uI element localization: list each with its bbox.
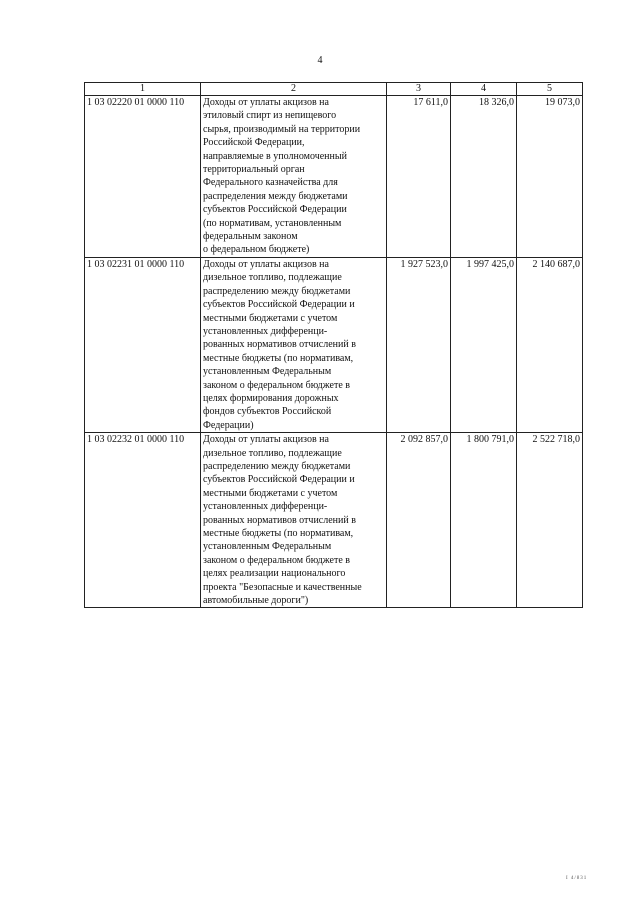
description-line: субъектов Российской Федерации и [203, 474, 355, 486]
description-line: рованных нормативов отчислений в [203, 339, 356, 351]
footer-mark: I 4/831 [566, 876, 588, 881]
column-header-5: 5 [517, 83, 583, 96]
budget-code-cell: 1 03 02231 01 0000 110 [85, 257, 201, 432]
description-line: целях реализации национального [203, 568, 346, 580]
description-line: местными бюджетами с учетом [203, 312, 338, 324]
description-line: о федеральном бюджете) [203, 244, 310, 256]
amount-cell-year-1: 1 927 523,0 [387, 257, 451, 432]
description-line: дизельное топливо, подлежащие [203, 447, 342, 459]
table-row [85, 433, 583, 608]
column-header-2: 2 [201, 83, 387, 96]
description-line: субъектов Российской Федерации [203, 204, 347, 216]
description-line: этиловый спирт из непищевого [203, 110, 337, 122]
description-line: сырья, производимый на территории [203, 123, 361, 135]
amount-cell-year-1: 2 092 857,0 [387, 433, 451, 608]
description-line: направляемые в уполномоченный [203, 150, 347, 162]
page-number: 4 [317, 55, 323, 66]
amount-cell-year-3: 19 073,0 [517, 96, 583, 258]
column-header-1: 1 [85, 83, 201, 96]
amount-cell-year-2: 1 997 425,0 [451, 257, 517, 432]
description-line: автомобильные дороги") [203, 595, 309, 607]
description-line: федеральным законом [203, 231, 298, 243]
description-line: субъектов Российской Федерации и [203, 299, 355, 311]
description-line: законом о федеральном бюджете в [203, 554, 350, 566]
description-line: Российской Федерации, [203, 137, 305, 149]
description-cell [201, 96, 387, 258]
description-line: фондов субъектов Российской [203, 406, 332, 418]
description-line: местные бюджеты (по нормативам, [203, 352, 354, 364]
description-line: рованных нормативов отчислений в [203, 514, 356, 526]
description-line: распределению между бюджетами [203, 285, 351, 297]
description-line: дизельное топливо, подлежащие [203, 272, 342, 284]
table-header-row [85, 83, 583, 96]
description-line: территориальный орган [203, 164, 305, 176]
description-line: местные бюджеты (по нормативам, [203, 528, 354, 539]
description-line: законом о федеральном бюджете в [203, 379, 350, 391]
description-line: установленным Федеральным [203, 541, 332, 553]
description-line: местными бюджетами с учетом [203, 487, 338, 499]
amount-cell-year-3: 2 140 687,0 [517, 257, 583, 432]
amount-cell-year-2: 1 800 791,0 [451, 433, 517, 608]
table-row [85, 96, 583, 258]
description-line: установленным Федеральным [203, 366, 332, 378]
budget-revenue-table [84, 82, 583, 608]
description-line: распределению между бюджетами [203, 460, 351, 472]
description-line: Доходы от уплаты акцизов на [203, 97, 329, 108]
amount-cell-year-1: 17 611,0 [387, 96, 451, 258]
description-line: целях формирования дорожных [203, 392, 339, 404]
description-line: проекта "Безопасные и качественные [203, 581, 362, 593]
description-line: Федерации) [203, 419, 254, 431]
description-cell [201, 433, 387, 608]
description-line: установленных дифференци- [203, 325, 328, 337]
column-header-3: 3 [387, 83, 451, 96]
amount-cell-year-3: 2 522 718,0 [517, 433, 583, 608]
description-line: Доходы от уплаты акцизов на [203, 434, 329, 446]
description-cell [201, 257, 387, 432]
description-line: Федерального казначейства для [203, 177, 338, 189]
amount-cell-year-2: 18 326,0 [451, 96, 517, 258]
column-header-4: 4 [451, 83, 517, 96]
budget-code-cell: 1 03 02220 01 0000 110 [85, 96, 201, 258]
description-line: установленных дифференци- [203, 501, 328, 513]
table-row [85, 257, 583, 432]
description-line: Доходы от уплаты акцизов на [203, 258, 329, 270]
description-line: (по нормативам, установленным [203, 217, 342, 229]
budget-code-cell: 1 03 02232 01 0000 110 [85, 433, 201, 608]
description-line: распределения между бюджетами [203, 190, 348, 202]
